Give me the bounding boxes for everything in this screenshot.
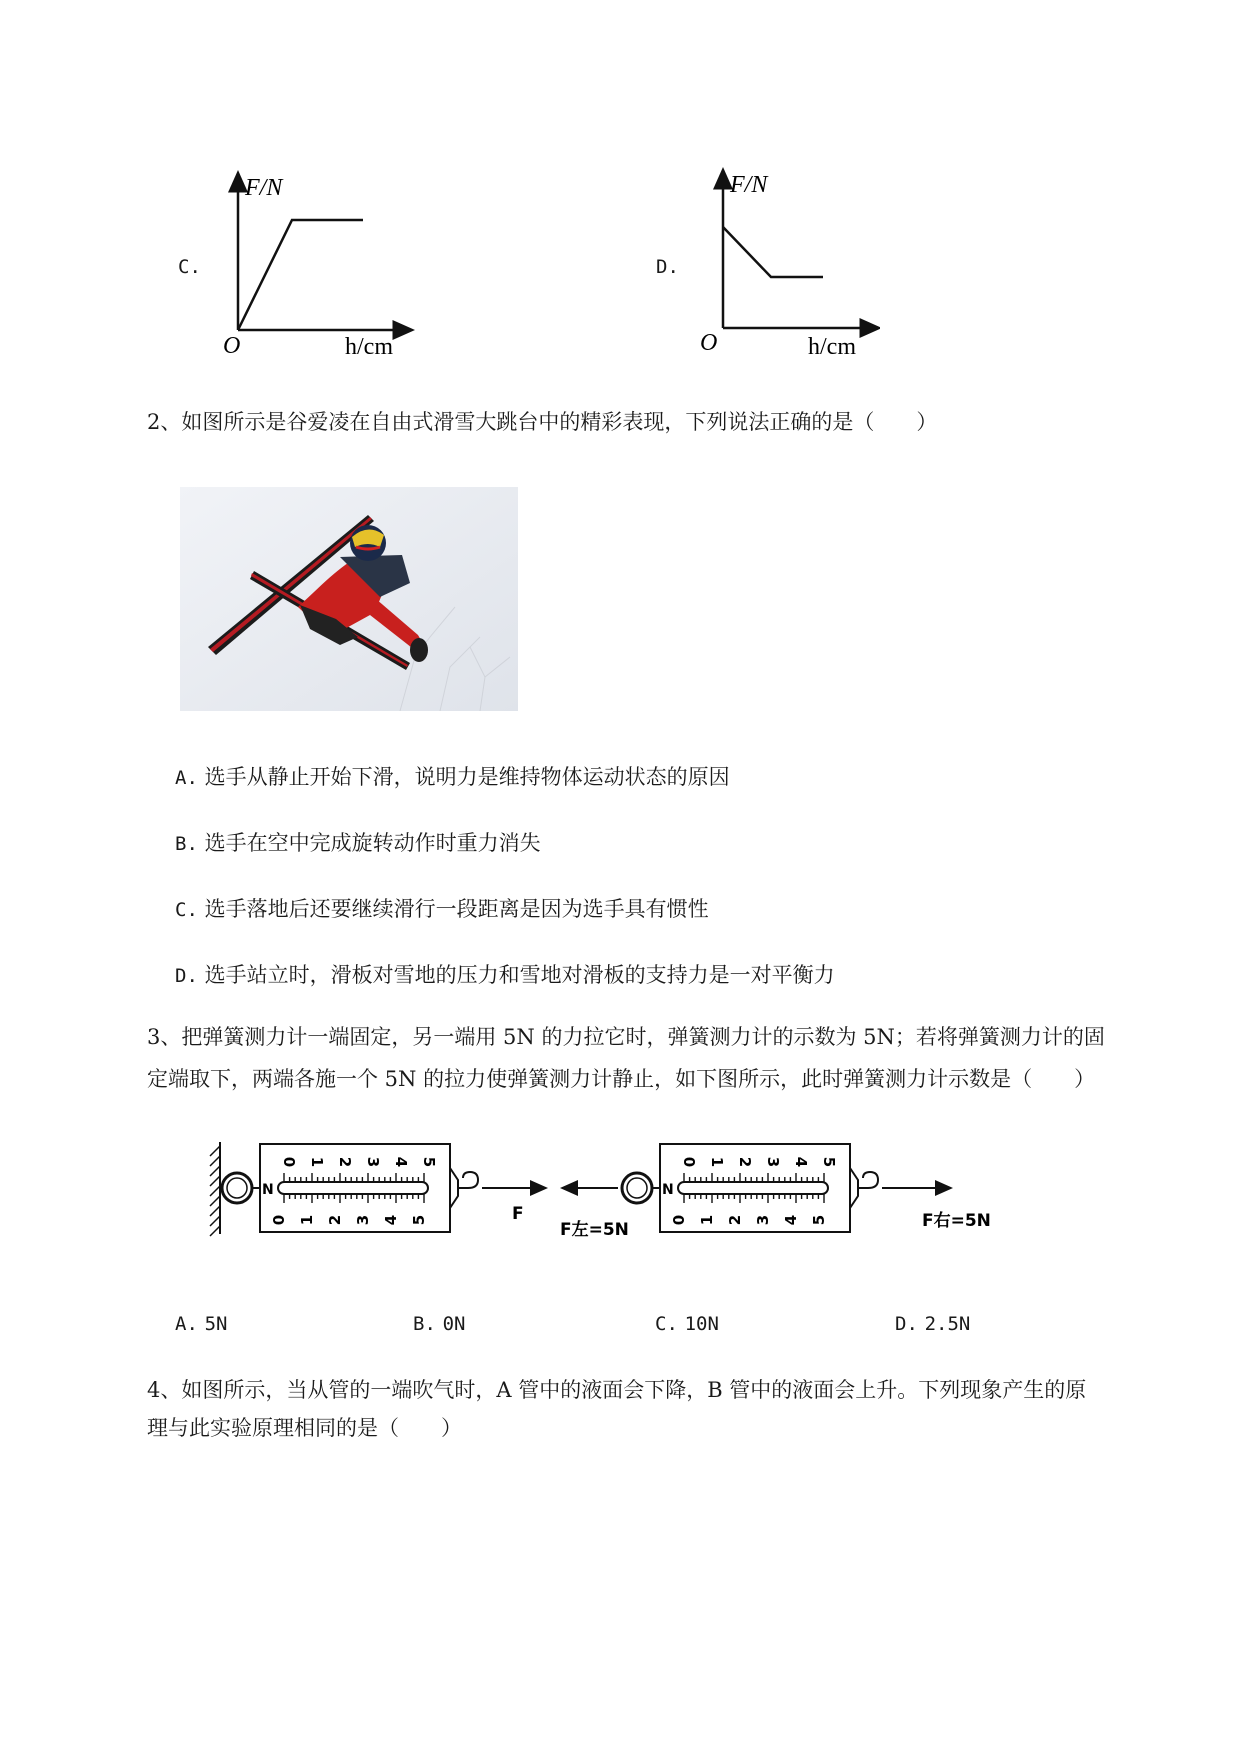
option-label: B. bbox=[175, 833, 198, 855]
scale-number: 5 bbox=[410, 1214, 428, 1226]
q2-option-d bbox=[175, 960, 835, 991]
scale-number: 1 bbox=[308, 1156, 326, 1168]
spring-scale-figure bbox=[200, 1138, 1020, 1248]
scale-number: 3 bbox=[754, 1214, 772, 1226]
force-label-right: F右=5N bbox=[922, 1211, 991, 1231]
option-text: 选手从静止开始下滑，说明力是维持物体运动状态的原因 bbox=[204, 765, 730, 789]
option-label: B. bbox=[413, 1313, 436, 1335]
question-4-stem-line-2: 理与此实验原理相同的是（ ） bbox=[147, 1416, 462, 1440]
option-label: A. bbox=[175, 767, 198, 789]
question-3-stem-line-2: 定端取下，两端各施一个 5N 的拉力使弹簧测力计静止，如下图所示，此时弹簧测力计示数是（ ） bbox=[147, 1067, 1096, 1091]
option-label: C. bbox=[655, 1313, 678, 1335]
unit-label: N bbox=[662, 1182, 674, 1198]
scale-number: 4 bbox=[392, 1156, 410, 1168]
scale-number: 0 bbox=[280, 1156, 298, 1168]
origin-label: O bbox=[700, 330, 718, 356]
question-2-stem: 2、如图所示是谷爱凌在自由式滑雪大跳台中的精彩表现，下列说法正确的是（ ） bbox=[147, 410, 938, 434]
graph-option-c bbox=[215, 168, 415, 368]
force-label-f: F bbox=[512, 1204, 524, 1224]
option-label: C. bbox=[175, 899, 198, 921]
option-text: 10N bbox=[684, 1313, 719, 1335]
q3-option-a bbox=[175, 1308, 227, 1339]
scale-number: 3 bbox=[764, 1156, 782, 1168]
option-text: 0N bbox=[442, 1313, 466, 1335]
q2-option-b bbox=[175, 828, 541, 859]
x-axis-label: h/cm bbox=[808, 334, 856, 360]
option-label: D. bbox=[175, 965, 198, 987]
unit-label: N bbox=[262, 1182, 274, 1198]
hook bbox=[458, 1172, 478, 1188]
option-text: 选手在空中完成旋转动作时重力消失 bbox=[204, 831, 541, 855]
scale-number: 1 bbox=[708, 1156, 726, 1168]
scale-number: 0 bbox=[680, 1156, 698, 1168]
q3-option-d bbox=[895, 1308, 970, 1339]
q3-option-c bbox=[655, 1308, 719, 1339]
option-c-label: C. bbox=[178, 256, 201, 278]
option-label: D. bbox=[895, 1313, 918, 1335]
origin-label: O bbox=[223, 333, 241, 359]
scale-number: 4 bbox=[382, 1214, 400, 1226]
graph-option-d bbox=[700, 165, 880, 365]
scale-number: 0 bbox=[270, 1214, 288, 1226]
y-axis-label: F/N bbox=[730, 172, 768, 198]
y-axis-label: F/N bbox=[245, 175, 283, 201]
hook bbox=[858, 1172, 878, 1188]
scale-number: 5 bbox=[810, 1214, 828, 1226]
scale-number: 2 bbox=[736, 1156, 754, 1168]
scale-number: 5 bbox=[820, 1156, 838, 1168]
option-text: 选手站立时，滑板对雪地的压力和雪地对滑板的支持力是一对平衡力 bbox=[204, 963, 835, 987]
scale-number: 4 bbox=[792, 1156, 810, 1168]
option-text: 5N bbox=[204, 1313, 228, 1335]
force-curve bbox=[238, 220, 363, 330]
scale-number: 5 bbox=[420, 1156, 438, 1168]
option-d-label: D. bbox=[656, 256, 679, 278]
scale-number: 1 bbox=[698, 1214, 716, 1226]
q3-option-b bbox=[413, 1308, 465, 1339]
force-label-left: F左=5N bbox=[560, 1220, 629, 1240]
q2-option-a bbox=[175, 762, 730, 793]
question-4-stem-line-1: 4、如图所示，当从管的一端吹气时，A 管中的液面会下降，B 管中的液面会上升。下列现象产生的原 bbox=[147, 1378, 1087, 1402]
scale-number: 0 bbox=[670, 1214, 688, 1226]
wall bbox=[210, 1142, 220, 1236]
question-3-stem-line-1: 3、把弹簧测力计一端固定，另一端用 5N 的力拉它时，弹簧测力计的示数为 5N；若将弹簧测力计的固 bbox=[147, 1025, 1105, 1049]
scale-number: 1 bbox=[298, 1214, 316, 1226]
scale-number: 4 bbox=[782, 1214, 800, 1226]
option-text: 选手落地后还要继续滑行一段距离是因为选手具有惯性 bbox=[204, 897, 709, 921]
option-text: 2.5N bbox=[924, 1313, 971, 1335]
scale-number: 2 bbox=[326, 1214, 344, 1226]
skier-photo bbox=[180, 487, 518, 711]
scale-number: 3 bbox=[364, 1156, 382, 1168]
scale-number: 2 bbox=[726, 1214, 744, 1226]
x-axis-label: h/cm bbox=[345, 334, 393, 360]
scale-number: 3 bbox=[354, 1214, 372, 1226]
force-curve bbox=[723, 227, 823, 277]
scale-number: 2 bbox=[336, 1156, 354, 1168]
q2-option-c bbox=[175, 894, 709, 925]
option-label: A. bbox=[175, 1313, 198, 1335]
